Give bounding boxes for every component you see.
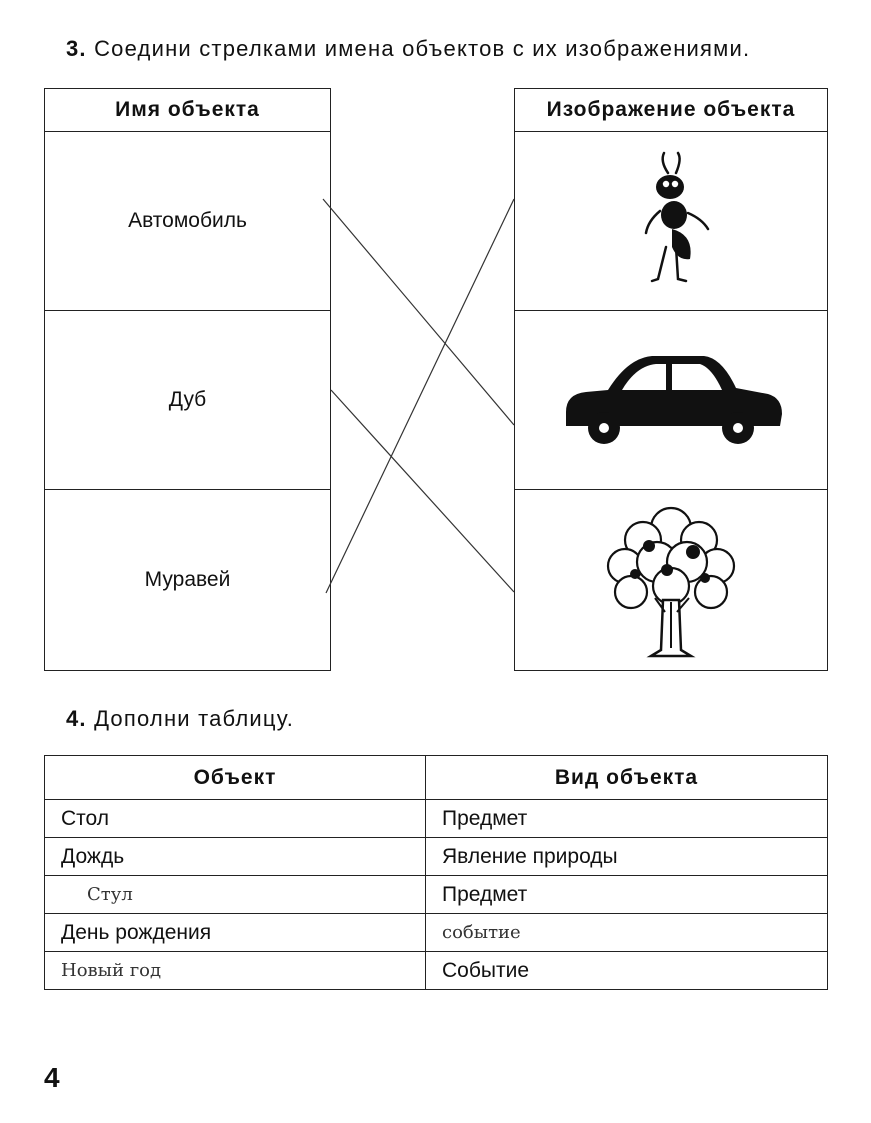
- table-header-row: [45, 756, 828, 800]
- table-row: [45, 800, 828, 838]
- ant-picture: [616, 151, 726, 291]
- name-cell-ant[interactable]: Муравей: [144, 567, 231, 591]
- car-picture: [556, 350, 786, 450]
- task-3-text: Соедини стрелками имена объектов с их изображениями.: [94, 36, 751, 61]
- task-4-text: Дополни таблицу.: [94, 706, 295, 731]
- page-number: 4: [44, 1062, 60, 1093]
- task-3-number: 3.: [66, 36, 87, 61]
- name-cell-oak[interactable]: Дуб: [45, 311, 330, 490]
- oak-tree-picture: [601, 500, 741, 660]
- type-cell: Предмет: [426, 876, 828, 914]
- image-cell-car[interactable]: [515, 311, 827, 490]
- images-column: [514, 88, 828, 671]
- task-3-title: [66, 36, 750, 62]
- table-row: [45, 952, 828, 990]
- type-cell: Явление природы: [426, 838, 828, 876]
- type-cell-handwritten[interactable]: событие: [426, 914, 828, 952]
- object-type-table: [44, 755, 828, 990]
- images-column-header: Изображение объекта: [515, 89, 827, 132]
- image-cell-ant[interactable]: [515, 132, 827, 311]
- header-object: Объект: [45, 756, 426, 800]
- task-4-number: 4.: [66, 706, 87, 731]
- table-row: [45, 914, 828, 952]
- task-4-title: [66, 706, 294, 732]
- type-cell: Предмет: [426, 800, 828, 838]
- connection-line-oak[interactable]: [331, 390, 514, 592]
- object-cell: День рождения: [45, 914, 426, 952]
- header-object-type: Вид объекта: [426, 756, 828, 800]
- connection-line-ant[interactable]: [326, 199, 514, 593]
- object-cell-handwritten[interactable]: Новый год: [45, 952, 426, 990]
- type-cell: Событие: [426, 952, 828, 990]
- object-cell: Дождь: [45, 838, 426, 876]
- name-cell-car[interactable]: Автомобиль: [45, 132, 330, 311]
- object-cell: Стол: [45, 800, 426, 838]
- connection-line-car[interactable]: [323, 199, 514, 425]
- names-column-header: Имя объекта: [45, 89, 330, 132]
- image-cell-oak[interactable]: [515, 490, 827, 669]
- names-column: [44, 88, 331, 671]
- table-row: [45, 838, 828, 876]
- object-cell-handwritten[interactable]: Стул: [45, 876, 426, 914]
- table-row: [45, 876, 828, 914]
